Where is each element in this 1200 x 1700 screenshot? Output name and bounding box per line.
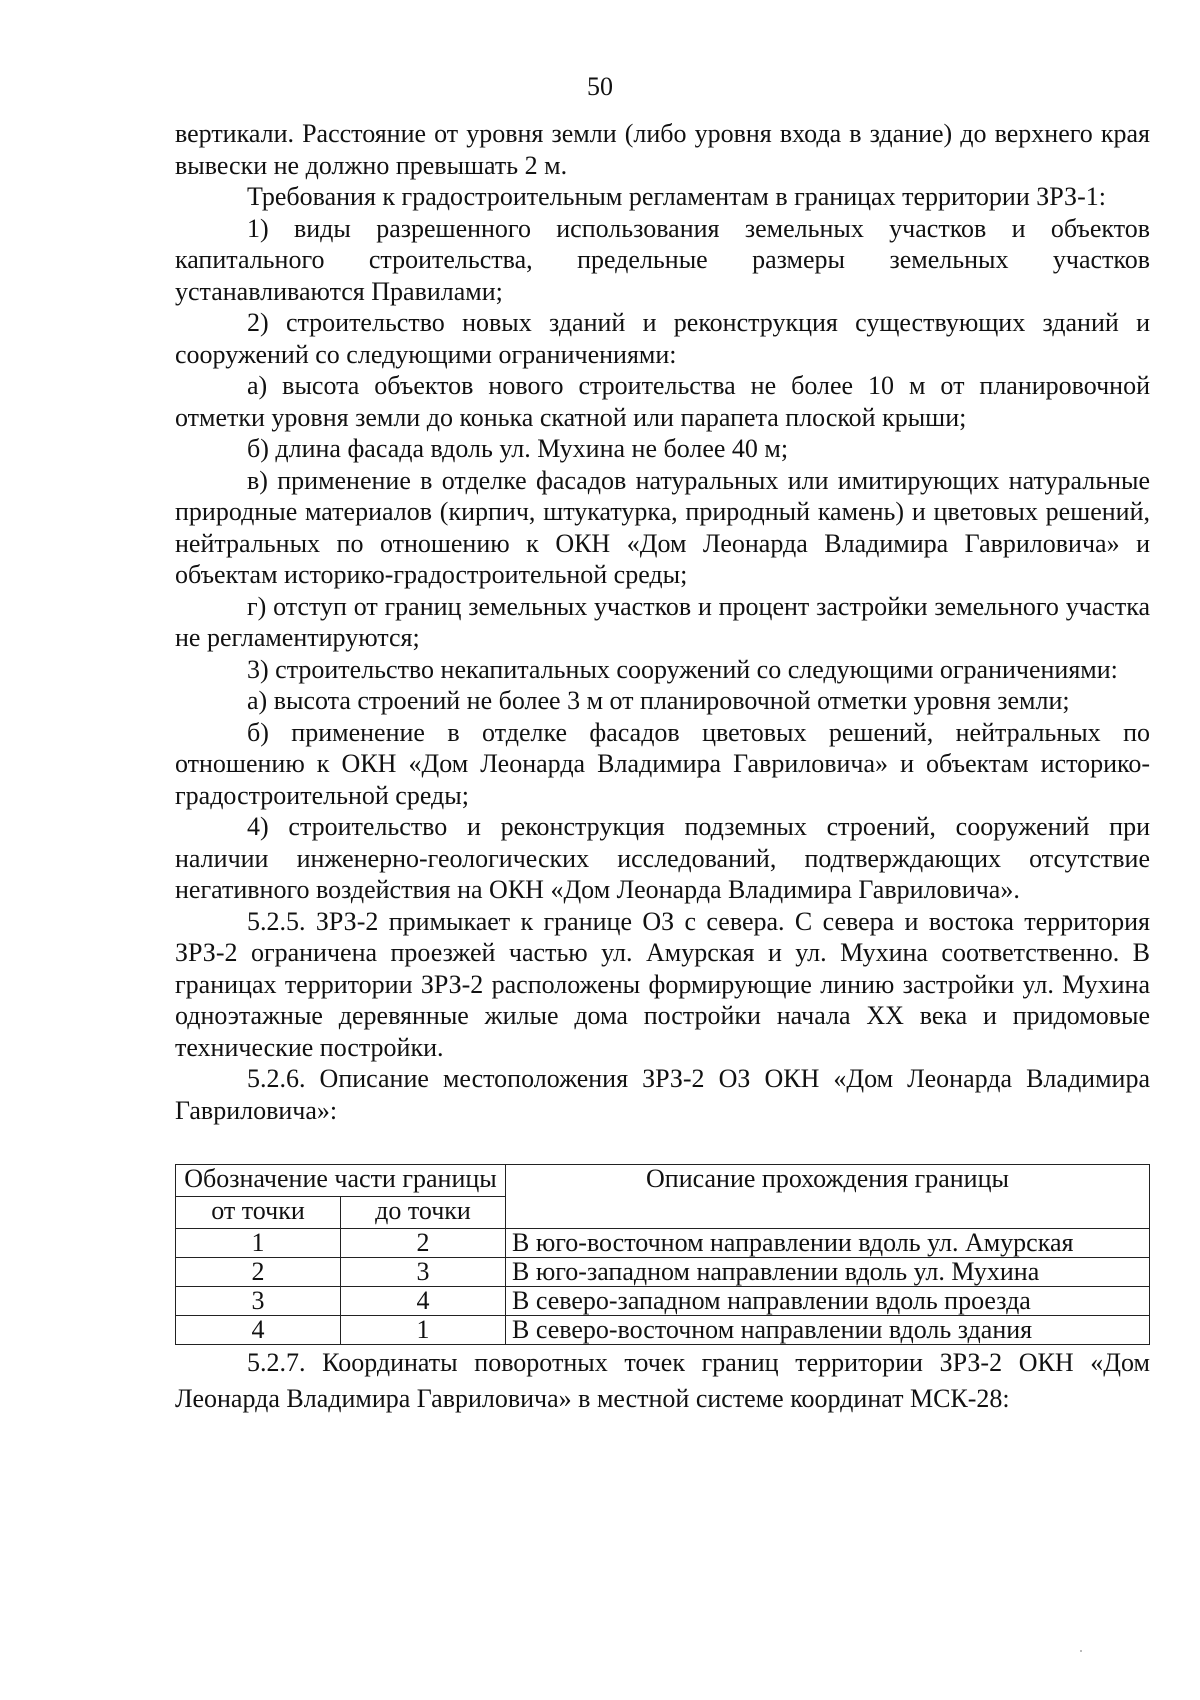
header-to-point: до точки [341, 1197, 506, 1229]
table-row [176, 1316, 1150, 1345]
list-item-4: 4) строительство и реконструкция подземных строений, сооружений при наличии инженерно-геологических исследований, подтверждающих отсутствие негативного воздействия на ОКН «Дом Леонарда Владимира Гавриловича». [175, 812, 1150, 904]
list-item-2: 2) строительство новых зданий и реконструкция существующих зданий и сооружений со следующими ограничениями: [175, 308, 1150, 369]
list-item-1: 1) виды разрешенного использования земельных участков и объектов капитального строительства, предельные размеры земельных участков устанавливаются Правилами; [175, 213, 1150, 306]
document-body [175, 118, 1150, 1417]
paragraph-zrz1-requirements: Требования к градостроительным регламентам в границах территории ЗРЗ-1: [247, 182, 1106, 211]
cell-to: 3 [341, 1258, 506, 1287]
list-item-3b: б) применение в отделке фасадов цветовых решений, нейтральных по отношению к ОКН «Дом Леонарда Владимира Гавриловича» и объектам историко-градостроительной среды; [175, 717, 1150, 810]
list-item-2a: а) высота объектов нового строительства не более 10 м от планировочной отметки уровня земли до конька скатной или парапета плоской крыши; [175, 371, 1150, 432]
cell-from: 3 [176, 1287, 341, 1316]
paragraph-continuation: вертикали. Расстояние от уровня земли (либо уровня входа в здание) до верхнего края вывески не должно превышать 2 м. [175, 119, 1150, 180]
table-row [176, 1229, 1150, 1258]
list-item-2v: в) применение в отделке фасадов натуральных или имитирующих натуральные природные материалов (кирпич, штукатурка, природный камень) и цветовых решений, нейтральных по отношению к ОКН «Дом Леонарда Владимира Гавриловича» и объектам историко-градостроительной среды; [175, 465, 1150, 589]
header-description: Описание прохождения границы [506, 1165, 1150, 1229]
section-5-2-7: 5.2.7. Координаты поворотных точек границ территории ЗРЗ-2 ОКН «Дом Леонарда Владимира Гавриловича» в местной системе координат МСК-28: [175, 1348, 1150, 1413]
cell-to: 1 [341, 1316, 506, 1345]
cell-from: 2 [176, 1258, 341, 1287]
cell-to: 4 [341, 1287, 506, 1316]
header-from-point: от точки [176, 1197, 341, 1229]
list-item-2b: б) длина фасада вдоль ул. Мухина не более 40 м; [247, 434, 789, 463]
scan-speck [1080, 1650, 1082, 1652]
section-5-2-5: 5.2.5. ЗРЗ-2 примыкает к границе ОЗ с севера. С севера и востока территория ЗРЗ-2 ограничена проезжей частью ул. Амурская и ул. Мухина соответственно. В границах территории ЗРЗ-2 расположены формирующие линию застройки ул. Мухина одноэтажные деревянные жилые дома постройки начала XX века и придомовые технические постройки. [175, 906, 1150, 1062]
list-item-2g: г) отступ от границ земельных участков и процент застройки земельного участка не регламентируются; [175, 591, 1150, 652]
section-5-2-6: 5.2.6. Описание местоположения ЗРЗ-2 ОЗ ОКН «Дом Леонарда Владимира Гавриловича»: [175, 1064, 1150, 1125]
table-header-row [176, 1165, 1150, 1197]
cell-from: 1 [176, 1229, 341, 1258]
header-boundary-part: Обозначение части границы [176, 1165, 506, 1197]
list-item-3a: а) высота строений не более 3 м от планировочной отметки уровня земли; [247, 686, 1070, 715]
list-item-3: 3) строительство некапитальных сооружений со следующими ограничениями: [247, 654, 1118, 684]
spacer [175, 1126, 1150, 1164]
cell-description: В юго-восточном направлении вдоль ул. Амурская [506, 1229, 1150, 1258]
cell-from: 4 [176, 1316, 341, 1345]
page-number: 50 [587, 72, 613, 101]
cell-description: В северо-восточном направлении вдоль здания [506, 1316, 1150, 1345]
table-row [176, 1258, 1150, 1287]
table-row [176, 1287, 1150, 1316]
boundary-table [175, 1164, 1150, 1345]
cell-description: В северо-западном направлении вдоль проезда [506, 1287, 1150, 1316]
cell-description: В юго-западном направлении вдоль ул. Мухина [506, 1258, 1150, 1287]
cell-to: 2 [341, 1229, 506, 1258]
